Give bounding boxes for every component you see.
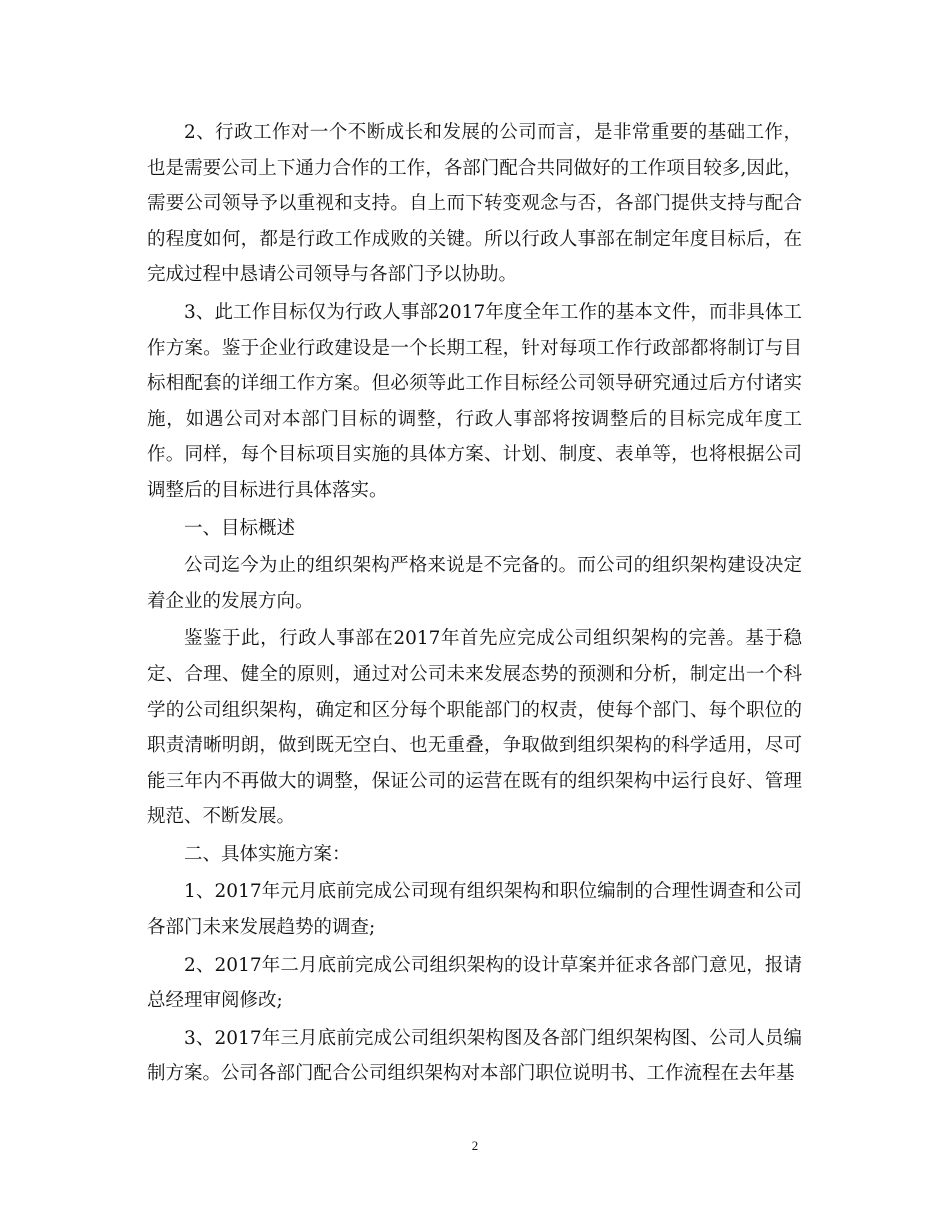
section-heading-implementation-plan: 二、具体实施方案： (184, 843, 351, 865)
document-body (147, 115, 802, 1094)
page-number: 2 (471, 1138, 479, 1153)
plan-item-3: 3、2017年三月底前完成公司组织架构图及各部门组织架构图、公司人员编制方案。公司各部门配合公司组织架构对本部门职位说明书、工作流程在去年基 (147, 1027, 802, 1085)
plan-item-2: 2、2017年二月底前完成公司组织架构的设计草案并征求各部门意见，报请总经理审阅修改; (147, 954, 802, 1012)
plan-item-1: 1、2017年元月底前完成公司现有组织架构和职位编制的合理性调查和公司各部门未来发展趋势的调查; (147, 881, 802, 939)
paragraph-2: 3、此工作目标仅为行政人事部2017年度全年工作的基本文件，而非具体工作方案。鉴于企业行政建设是一个长期工程，针对每项工作行政部都将制订与目标相配套的详细工作方案。但必须等此工作目标经公司领导研究通过后方付诸实施，如遇公司对本部门目标的调整，行政人事部将按调整后的目标完成年度工作。同样，每个目标项目实施的具体方案、计划、制度、表单等，也将根据公司调整后的目标进行具体落实。 (147, 301, 802, 501)
paragraph-3: 公司迄今为止的组织架构严格来说是不完备的。而公司的组织架构建设决定着企业的发展方向。 (147, 555, 802, 612)
paragraph-1: 2、行政工作对一个不断成长和发展的公司而言，是非常重要的基础工作，也是需要公司上下通力合作的工作，各部门配合共同做好的工作项目较多,因此，需要公司领导予以重视和支持。自上而下转变观念与否，各部门提供支持与配合的程度如何，都是行政工作成败的关键。所以行政人事部在制定年度目标后，在完成过程中恳请公司领导与各部门予以协助。 (147, 122, 802, 286)
section-heading-objective-overview: 一、目标概述 (184, 517, 296, 539)
paragraph-4: 鉴鉴于此，行政人事部在2017年首先应完成公司组织架构的完善。基于稳定、合理、健全的原则，通过对公司未来发展态势的预测和分析，制定出一个科学的公司组织架构，确定和区分每个职能部门的权责，使每个部门、每个职位的职责清晰明朗，做到既无空白、也无重叠，争取做到组织架构的科学适用，尽可能三年内不再做大的调整，保证公司的运营在既有的组织架构中运行良好、管理规范、不断发展。 (147, 628, 802, 828)
